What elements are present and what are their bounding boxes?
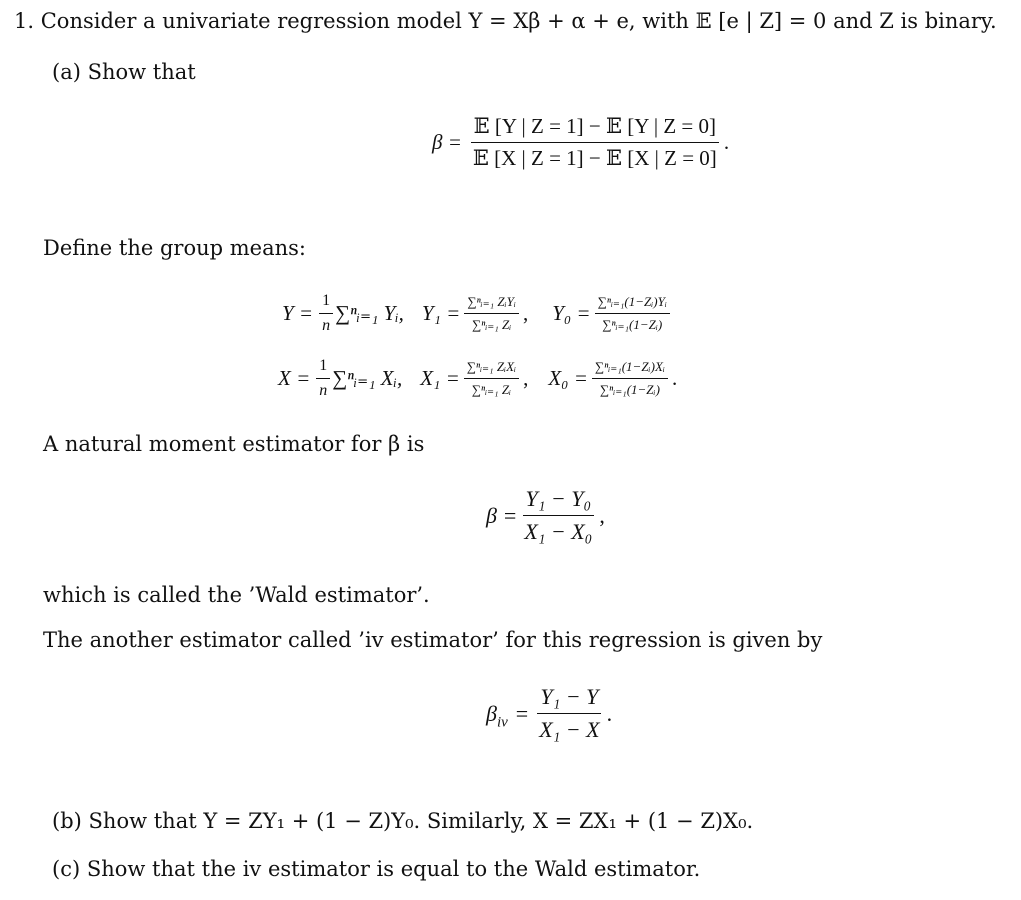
wald-estimator-equation bbox=[486, 486, 605, 545]
xbar1-num: ∑ⁿᵢ₌₁ ZᵢXᵢ bbox=[464, 359, 519, 379]
ybar-lhs: Y = bbox=[282, 301, 314, 325]
xbar-frac-num: 1 bbox=[316, 357, 330, 379]
xbar1-lhs: X₁ = bbox=[420, 366, 460, 390]
beta-identity-period: . bbox=[723, 130, 730, 155]
part-c bbox=[52, 857, 700, 882]
ybar1-lhs: Y₁ = bbox=[421, 301, 461, 325]
ybar-frac-num: 1 bbox=[319, 292, 333, 314]
part-a-label: (a) bbox=[52, 60, 81, 84]
beta-identity-lhs: β = bbox=[432, 130, 462, 155]
group-means-row-y bbox=[282, 292, 674, 335]
iv-lhs: $\beta_{iv}$ bbox=[486, 700, 508, 730]
part-c-label: (c) bbox=[52, 857, 81, 881]
xbar0-period: . bbox=[671, 366, 678, 390]
xbar1-comma: , bbox=[523, 366, 529, 390]
ybar1-num: ∑ⁿᵢ₌₁ ZᵢYᵢ bbox=[464, 294, 519, 314]
xbar-frac-den: n bbox=[319, 382, 328, 399]
beta-identity-numerator: 𝔼 [Y | Z = 1] − 𝔼 [Y | Z = 0] bbox=[471, 114, 719, 143]
wald-numerator: Y₁ − Y₀ bbox=[523, 486, 595, 516]
problem-statement-text: Consider a univariate regression model Y = Xβ + α + e, with 𝔼 [e | Z] = 0 and Z is binary. bbox=[40, 9, 997, 33]
part-c-text: Show that the iv estimator is equal to the Wald estimator. bbox=[86, 857, 701, 881]
group-means-row-x bbox=[278, 357, 677, 400]
wald-comma: , bbox=[599, 502, 605, 528]
define-group-means-text: Define the group means: bbox=[43, 236, 306, 260]
ybar1-den: ∑ⁿᵢ₌₁ Zᵢ bbox=[471, 317, 512, 332]
ybar1-comma: , bbox=[522, 301, 529, 325]
problem-statement bbox=[14, 9, 997, 34]
problem-number: 1. bbox=[14, 9, 35, 33]
xbar-sum: ∑ⁿᵢ₌₁ Xᵢ, bbox=[332, 366, 403, 390]
xbar-lhs: X = bbox=[278, 366, 311, 390]
ybar0-den: ∑ⁿᵢ₌₁(1−Zᵢ) bbox=[602, 317, 663, 332]
ybar0-num: ∑ⁿᵢ₌₁(1−Zᵢ)Yᵢ bbox=[595, 294, 670, 314]
beta-identity-equation bbox=[432, 114, 729, 171]
xbar0-num: ∑ⁿᵢ₌₁(1−Zᵢ)Xᵢ bbox=[592, 359, 668, 379]
iv-equals: = bbox=[515, 700, 529, 726]
iv-period: . bbox=[606, 700, 613, 726]
ybar0-lhs: Y₀ = bbox=[552, 301, 591, 325]
iv-estimator-equation bbox=[486, 684, 612, 743]
iv-estimator-intro-text: The another estimator called ’iv estimator’ for this regression is given by bbox=[43, 628, 823, 652]
iv-numerator: Y₁ − Y bbox=[537, 684, 601, 714]
part-b bbox=[52, 809, 753, 834]
xbar1-den: ∑ⁿᵢ₌₁ Zᵢ bbox=[471, 382, 512, 397]
wald-lhs: β = bbox=[486, 502, 518, 528]
iv-denominator: X₁ − X bbox=[539, 717, 600, 742]
part-a-text: Show that bbox=[87, 60, 196, 84]
part-b-text: Show that Y = ZY₁ + (1 − Z)Y₀. Similarly, X = ZX₁ + (1 − Z)X₀. bbox=[88, 809, 754, 833]
wald-estimator-text: which is called the ’Wald estimator’. bbox=[43, 583, 430, 607]
wald-denominator: X₁ − X₀ bbox=[524, 519, 593, 544]
part-b-label: (b) bbox=[52, 809, 82, 833]
moment-estimator-text: A natural moment estimator for β is bbox=[43, 432, 425, 456]
part-a-heading bbox=[52, 60, 196, 85]
xbar0-den: ∑ⁿᵢ₌₁(1−Zᵢ) bbox=[599, 382, 660, 397]
ybar-sum: ∑ⁿᵢ₌₁ Yᵢ, bbox=[335, 301, 404, 325]
ybar-frac-den: n bbox=[322, 317, 331, 334]
xbar0-lhs: X₀ = bbox=[548, 366, 588, 390]
iv-lhs-subscript: iv bbox=[496, 713, 508, 730]
beta-identity-denominator: 𝔼 [X | Z = 1] − 𝔼 [X | Z = 0] bbox=[472, 146, 717, 171]
